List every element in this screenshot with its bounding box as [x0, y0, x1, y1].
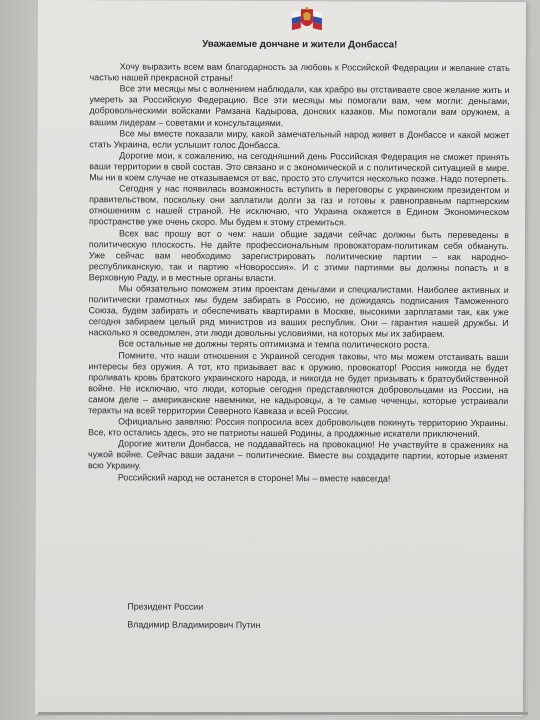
- paragraph-11: Дорогие жители Донбасса, не поддавайтесь на провокацию! Не участвуйте в сражениях на чужой войне. Сейчас ваши задачи – политические. Вместе вы создадите партии, которые изменят всю Украину.: [87, 438, 509, 471]
- letter-sheet: [35, 0, 526, 716]
- left-flag-icon: [292, 10, 301, 30]
- paragraph-7: Мы обязательно поможем этим проектам деньгами и специалистами. Наиболее активных и политически грамотных мы будем забирать в Россию, не дожидаясь подписания Таможенного Союза, будем забирать и обеспечивать квартирами в Москве, высокими зарплатами так, как уже сегодня забираем целый ряд министров из ваших республик. Они – гарантия нашей дружбы. И насколько я осведомлен, эти люди довольны условиями, на которых мы их забираем.: [88, 283, 509, 340]
- eagle-icon: [301, 7, 313, 26]
- signature-title: Президент России: [127, 601, 204, 612]
- paragraph-6: Всех вас прошу вот о чем: наши общие задачи сейчас должны быть переведены в политическую плоскость. Не дайте профессиональным провокаторам-политикам себя обмануть. Уже сейчас вам необходимо зарегистрировать политические партии – как народно-республиканскую, так и партию «Новороссия». И с этими партиями вы должны попасть и в Верховную Раду, и в местные органы власти.: [88, 227, 510, 283]
- signature-name: Владимир Владимирович Путин: [127, 619, 261, 630]
- paragraph-1: Хочу выразить всем вам благодарность за любовь к Российской Федерации и желание стать частью нашей прекрасной страны!: [89, 61, 510, 84]
- paragraph-9: Помните, что наши отношения с Украиной сегодня таковы, что мы можем отстаивать ваши интересы без оружия. А тот, кто призывает вас к оружию, провокатор! Россия никогда не будет проливать кровь братского украинского народа, и никогда не будет призывать к братоубийственной войне. Не исключаю, что люди, которые сегодня представляются добровольцами из России, на самом деле – американские наемники, не кадыровцы, а те самые чеченцы, которые устраивали теракты на всей территории Северного Кавказа и всей России.: [88, 349, 509, 417]
- paragraph-2: Все эти месяцы мы с волнением наблюдали, как храбро вы отстаиваете свое желание жить и умереть за Российскую Федерацию. Все эти месяцы мы помогали вам, чем могли: деньгами, добровольческими войсками Рамзана Кадырова, донских казаков. Мы помогали вам оружием, а вашим лидерам – советами и консультациями.: [89, 83, 510, 128]
- coat-of-arms-icon: [290, 6, 324, 32]
- paragraph-8: Все остальные не должны терять оптимизма и темпа политического роста.: [118, 338, 430, 351]
- paragraph-3: Все мы вместе показали миру, какой замечательный народ живет в Донбассе и какой может стать Украина, если услышит голос Донбасса.: [89, 128, 510, 150]
- paragraph-12: Российский народ не останется в стороне! Мы – вместе навсегда!: [117, 471, 391, 484]
- sheet-shadow-edge: [38, 712, 528, 715]
- paragraph-10: Официально заявляю: Россия попросила всех добровольцев покинуть территорию Украины. Все, кто остались здесь, это не патриоты нашей Родины, а продажные искатели приключений.: [88, 416, 509, 440]
- right-flag-icon: [313, 10, 322, 30]
- letter-title: Уважаемые дончане и жители Донбасса!: [202, 38, 398, 51]
- paragraph-5: Сегодня у нас появилась возможность вступить в переговоры с украинским президентом и правительством, поскольку они заплатили долги за газ и готовы к равноправным партнерским отношениям с нашей страной. Не исключаю, что Украина окажется в Едином Экономическом пространстве уже очень скоро. Мы будем к этому стремиться.: [89, 183, 510, 228]
- letter-body: [88, 38, 510, 484]
- paragraph-4: Дорогие мои, к сожалению, на сегодняшний день Российская Федерация не сможет принять ваши территории в свой состав. Это связано и с экономической и с политической ситуацией в мире. Мы ни в коем случае не отказываемся от вас, просто это случится несколько позже. Надо потерпеть.: [89, 150, 510, 185]
